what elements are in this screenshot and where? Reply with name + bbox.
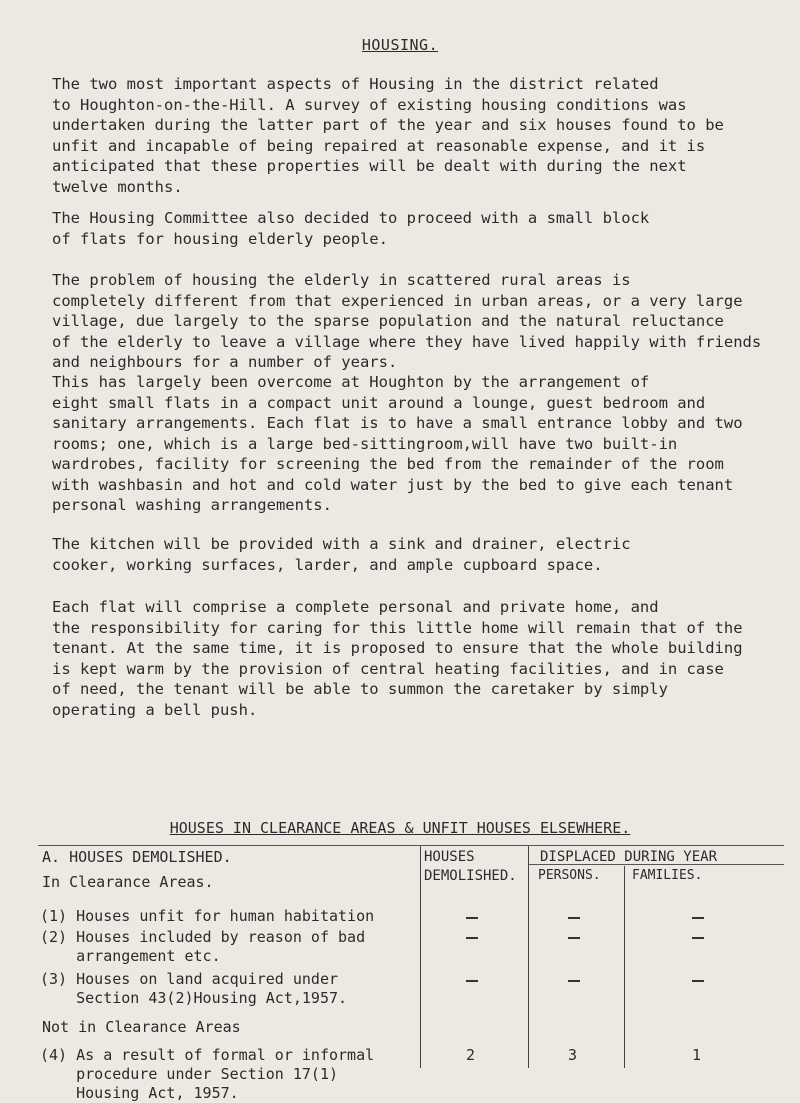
table-title: HOUSES IN CLEARANCE AREAS & UNFIT HOUSES ELSEWHERE. <box>169 819 631 837</box>
col-families: FAMILIES. <box>632 868 703 883</box>
row-label-4: (4) As a result of formal or informal procedure under Section 17(1) Housing Act, 1957. <box>40 1046 375 1102</box>
row-3-families-dash <box>692 980 704 982</box>
row-1-houses-dash <box>466 917 478 919</box>
row-1-persons-dash <box>568 917 580 919</box>
in-clearance-heading: In Clearance Areas. <box>42 873 214 891</box>
row-2-persons-dash <box>568 937 580 939</box>
row-4-persons: 3 <box>568 1046 578 1064</box>
paragraph-1: The two most important aspects of Housing in the district related to Houghton-on-the-Hill. A survey of existing housing conditions was undertaken during the latter part of the year and six houses found to be unfit and incapable of being repaired at reasonable expense, and it is anticipated that these properties will be dealt with during the next twelve months. <box>52 75 724 196</box>
row-3-houses-dash <box>466 980 478 982</box>
col-houses-demolished: HOUSES DEMOLISHED. <box>424 849 517 884</box>
paragraph-2: The Housing Committee also decided to proceed with a small block of flats for housing elderly people. <box>52 209 650 248</box>
row-label-3: (3) Houses on land acquired under Section 43(2)Housing Act,1957. <box>40 970 348 1007</box>
row-label-2: (2) Houses included by reason of bad arrangement etc. <box>40 928 366 965</box>
row-4-families: 1 <box>692 1046 702 1064</box>
row-2-families-dash <box>692 937 704 939</box>
table-top-rule <box>38 845 784 846</box>
row-2-houses-dash <box>466 937 478 939</box>
row-3-persons-dash <box>568 980 580 982</box>
row-4-houses: 2 <box>466 1046 476 1064</box>
page-title: HOUSING. <box>361 36 439 54</box>
table-divider-persons <box>624 866 625 1068</box>
paragraph-3: The problem of housing the elderly in scattered rural areas is completely different from that experienced in urban areas, or a very large village, due largely to the sparse population and the natural reluctance of the elderly to leave a village where they have lived happily with friends and neighbours for a number of years. <box>52 271 762 371</box>
table-divider-displaced <box>528 846 529 1068</box>
not-in-clearance-heading: Not in Clearance Areas <box>42 1018 241 1036</box>
paragraph-4: This has largely been overcome at Houghton by the arrangement of eight small flats in a compact unit around a lounge, guest bedroom and sanitary arrangements. Each flat is to have a small entrance lobby and two rooms; one, which is a large bed-sittingroom,will have two built-in wardrobes, facility for screening the bed from the remainder of the room with washbasin and hot and cold water just by the bed to give each tenant personal washing arrangements. <box>52 373 743 514</box>
paragraph-5: The kitchen will be provided with a sink and drainer, electric cooker, working surfaces, larder, and ample cupboard space. <box>52 535 631 574</box>
row-1-families-dash <box>692 917 704 919</box>
section-a-heading: A. HOUSES DEMOLISHED. <box>42 848 232 866</box>
col-displaced-during-year: DISPLACED DURING YEAR <box>540 849 718 865</box>
table-divider-houses <box>420 846 421 1068</box>
row-label-1: (1) Houses unfit for human habitation <box>40 907 375 925</box>
paragraph-6: Each flat will comprise a complete personal and private home, and the responsibility for caring for this little home will remain that of the tenant. At the same time, it is proposed to ensure that the whole building is kept warm by the provision of central heating facilities, and in case of need, the tenant will be able to summon the caretaker by simply operating a bell push. <box>52 598 743 719</box>
col-persons: PERSONS. <box>538 868 601 883</box>
